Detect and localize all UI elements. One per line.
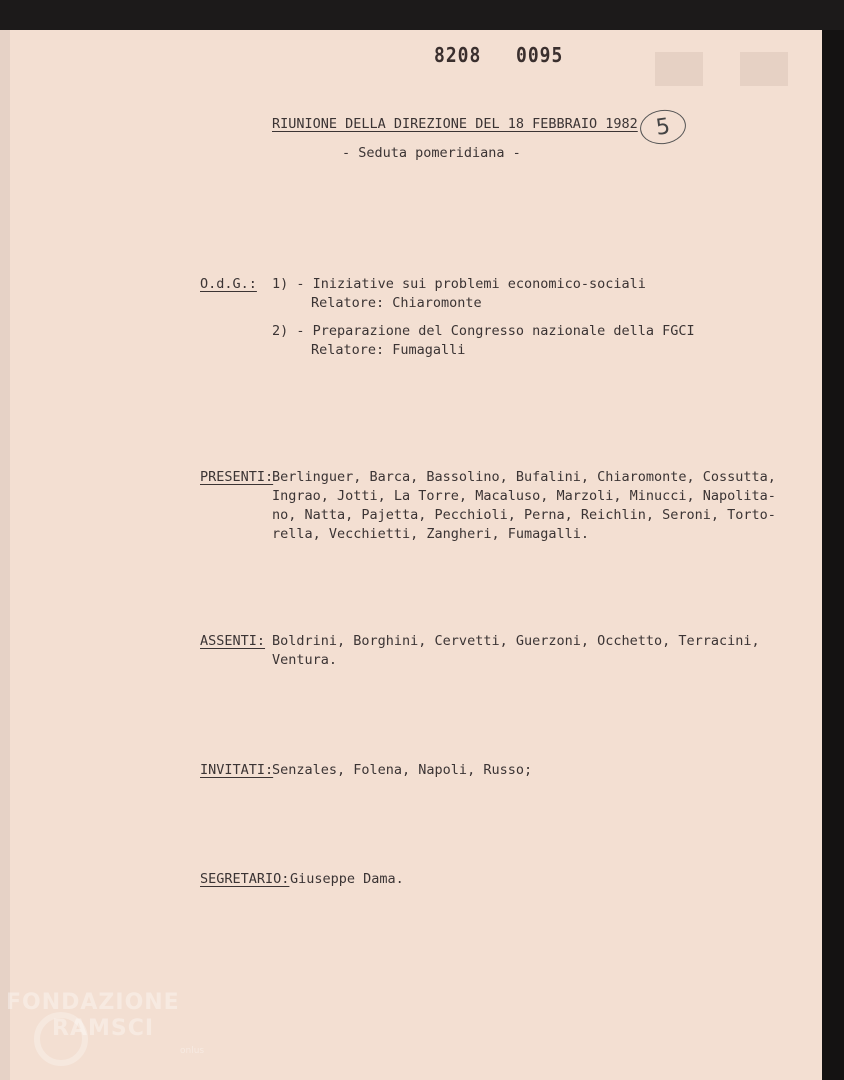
- bleed-through-mark: [655, 52, 703, 86]
- segretario-label: SEGRETARIO:: [200, 871, 290, 887]
- page-edge-shadow: [822, 30, 844, 1080]
- watermark-line1: FONDAZIONE: [6, 990, 180, 1015]
- segretario-text: Giuseppe Dama.: [290, 871, 404, 887]
- watermark-line3: onlus: [180, 1046, 205, 1056]
- archive-stamp-right: 0095: [516, 43, 564, 68]
- watermark-logo: [6, 990, 204, 1064]
- watermark-line2: RAMSCI: [52, 1016, 155, 1041]
- presenti-line-4: rella, Vecchietti, Zangheri, Fumagalli.: [272, 526, 589, 542]
- presenti-line-2: Ingrao, Jotti, La Torre, Macaluso, Marzoli, Minucci, Napolita-: [272, 488, 776, 504]
- odg-item-2-line1: 2) - Preparazione del Congresso nazionale della FGCI: [272, 323, 695, 339]
- document-page: [0, 30, 822, 1080]
- invitati-text: Senzales, Folena, Napoli, Russo;: [272, 762, 533, 778]
- odg-item-2-line2: Relatore: Fumagalli: [311, 342, 466, 358]
- assenti-label: ASSENTI:: [200, 633, 266, 649]
- presenti-line-3: no, Natta, Pajetta, Pecchioli, Perna, Reichlin, Seroni, Torto-: [272, 507, 776, 523]
- invitati-label: INVITATI:: [200, 762, 274, 778]
- odg-label: O.d.G.:: [200, 276, 257, 292]
- assenti-line-1: Boldrini, Borghini, Cervetti, Guerzoni, Occhetto, Terracini,: [272, 633, 760, 649]
- archive-stamp-left: 8208: [434, 43, 482, 68]
- document-subtitle: - Seduta pomeridiana -: [342, 145, 521, 161]
- presenti-label: PRESENTI:: [200, 469, 274, 485]
- document-title: RIUNIONE DELLA DIREZIONE DEL 18 FEBBRAIO 1982: [272, 116, 638, 132]
- odg-item-1-line2: Relatore: Chiaromonte: [311, 295, 482, 311]
- odg-item-1-line1: 1) - Iniziative sui problemi economico-sociali: [272, 276, 646, 292]
- assenti-line-2: Ventura.: [272, 652, 338, 668]
- bleed-through-mark: [740, 52, 788, 86]
- circled-number-text: 5: [654, 113, 672, 141]
- presenti-line-1: Berlinguer, Barca, Bassolino, Bufalini, Chiaromonte, Cossutta,: [272, 469, 776, 485]
